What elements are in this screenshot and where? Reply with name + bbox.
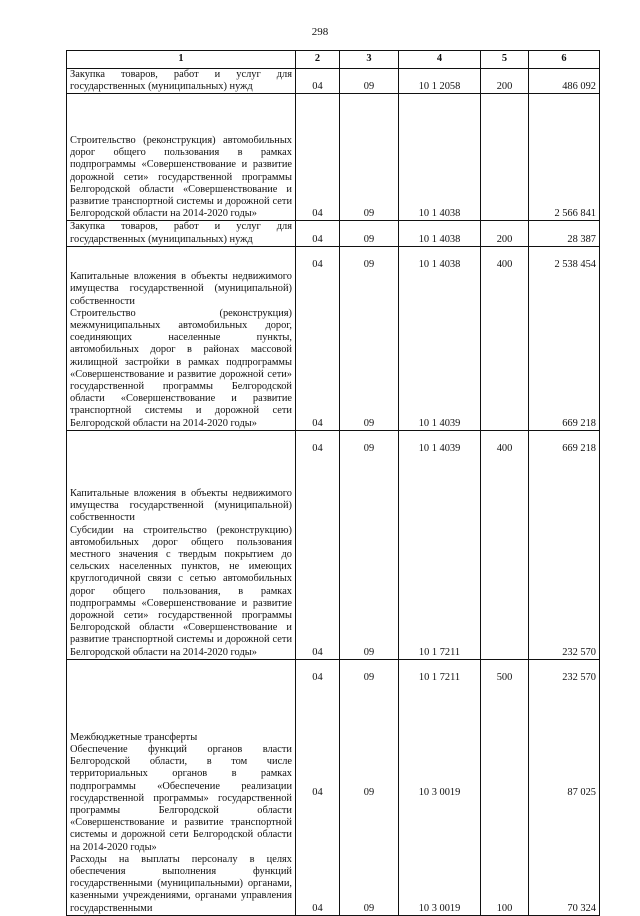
table-row — [67, 69, 600, 94]
subsection-value: 09 — [363, 646, 375, 658]
expense-type-value: 200 — [496, 81, 513, 93]
amount-value: 2 566 841 — [554, 208, 596, 220]
cell-amount — [529, 69, 600, 94]
expense-type-value: 500 — [496, 671, 513, 683]
target-article-value: 10 3 0019 — [418, 902, 461, 914]
expense-type-value: 400 — [496, 442, 513, 454]
cell-section — [296, 94, 340, 221]
cell-subsection — [340, 659, 399, 915]
cell-expense-type — [481, 659, 529, 915]
col-header-4: 4 — [399, 51, 481, 69]
target-article-value: 10 1 2058 — [418, 81, 461, 93]
cell-subsection — [340, 69, 399, 94]
section-value: 04 — [312, 233, 323, 245]
target-article-value: 10 1 4039 — [418, 417, 461, 429]
cell-amount — [529, 221, 600, 246]
section-value: 04 — [312, 671, 323, 683]
section-value: 04 — [312, 208, 323, 220]
row-description — [67, 221, 296, 246]
subsection-value: 09 — [363, 671, 375, 683]
expense-type-value: 400 — [496, 258, 513, 270]
subsection-value: 09 — [363, 442, 375, 454]
expense-type-value — [484, 787, 525, 799]
budget-table — [66, 50, 600, 916]
section-value: 04 — [312, 787, 323, 799]
table-row — [67, 246, 600, 430]
description-text: Субсидии на строительство (реконструкцию) автомобильных дорог общего пользования местного значения с твердым покрытием до сельских населенных пунктов, не имеющих круглогодичной связи с сетью автомобильных дорог общего пользования, в рамках подпрограммы «Совершенствование и развитие дорожной сети» государственной программы Белгородской области «Совершенствование и развитие транспортной системы и дорожной сети Белгородской области на 2014-2020 годы» — [70, 524, 292, 658]
row-description — [67, 430, 296, 659]
cell-section — [296, 659, 340, 915]
row-description — [67, 94, 296, 221]
description-text: Закупка товаров, работ и услуг для государственных (муниципальных) нужд — [70, 221, 292, 245]
section-value: 04 — [312, 81, 323, 93]
subsection-value: 09 — [363, 208, 375, 220]
subsection-value: 09 — [363, 787, 375, 799]
expense-type-value — [484, 418, 525, 430]
table-row — [67, 659, 600, 915]
amount-value: 232 570 — [562, 671, 596, 683]
cell-target-article — [399, 94, 481, 221]
description-text: Капитальные вложения в объекты недвижимого имущества государственной (муниципальной) собственности — [70, 487, 292, 524]
table-row — [67, 94, 600, 221]
amount-value: 486 092 — [562, 81, 596, 93]
col-header-1: 1 — [67, 51, 296, 69]
cell-subsection — [340, 221, 399, 246]
col-header-6: 6 — [529, 51, 600, 69]
cell-section — [296, 221, 340, 246]
subsection-value: 09 — [363, 233, 375, 245]
cell-subsection — [340, 246, 399, 430]
section-value: 04 — [312, 646, 323, 658]
amount-value: 87 025 — [567, 787, 596, 799]
expense-type-value — [484, 208, 525, 220]
cell-amount — [529, 246, 600, 430]
amount-value: 669 218 — [562, 442, 596, 454]
row-description — [67, 659, 296, 915]
section-value: 04 — [312, 902, 323, 914]
subsection-value: 09 — [363, 81, 375, 93]
header-row — [67, 51, 600, 69]
cell-target-article — [399, 430, 481, 659]
subsection-value: 09 — [363, 258, 375, 270]
target-article-value: 10 1 7211 — [418, 671, 461, 683]
amount-value: 669 218 — [562, 417, 596, 429]
amount-value: 70 324 — [567, 902, 596, 914]
subsection-value: 09 — [363, 902, 375, 914]
table-row — [67, 221, 600, 246]
description-text: Строительство (реконструкция) межмуниципальных автомобильных дорог, соединяющих населенные пункты, автомобильных дорог в районах массовой жилищной застройки в рамках подпрограммы «Совершенствование и развитие дорожной сети» государственной программы Белгородской области «Совершенствование и развитие транспортной системы и дорожной сети Белгородской области на 2014-2020 годы» — [70, 307, 292, 429]
expense-type-value — [484, 647, 525, 659]
description-text: Строительство (реконструкция) автомобильных дорог общего пользования в рамках подпрограммы «Совершенствование и развитие дорожной сети» государственной программы Белгородской области «Совершенствование и развитие транспортной системы и дорожной сети Белгородской области на 2014-2020 годы» — [70, 134, 292, 220]
col-header-2: 2 — [296, 51, 340, 69]
cell-amount — [529, 659, 600, 915]
cell-amount — [529, 94, 600, 221]
cell-section — [296, 430, 340, 659]
row-description — [67, 246, 296, 430]
row-description — [67, 69, 296, 94]
description-text: Расходы на выплаты персоналу в целях обеспечения выполнения функций государственными (муниципальными) органами, казенными учреждениями, органами управления государственными — [70, 853, 292, 914]
cell-expense-type — [481, 246, 529, 430]
cell-target-article — [399, 221, 481, 246]
cell-target-article — [399, 69, 481, 94]
cell-target-article — [399, 246, 481, 430]
cell-expense-type — [481, 94, 529, 221]
cell-expense-type — [481, 430, 529, 659]
target-article-value: 10 1 4038 — [418, 233, 461, 245]
description-text: Капитальные вложения в объекты недвижимого имущества государственной (муниципальной) собственности — [70, 271, 292, 307]
amount-value: 232 570 — [562, 646, 596, 658]
cell-expense-type — [481, 221, 529, 246]
cell-expense-type — [481, 69, 529, 94]
subsection-value: 09 — [363, 417, 375, 429]
target-article-value: 10 1 7211 — [418, 646, 461, 658]
col-header-3: 3 — [340, 51, 399, 69]
amount-value: 2 538 454 — [554, 258, 596, 270]
target-article-value: 10 3 0019 — [418, 787, 461, 799]
amount-value: 28 387 — [567, 233, 596, 245]
table-row — [67, 430, 600, 659]
description-text: Закупка товаров, работ и услуг для государственных (муниципальных) нужд — [70, 69, 292, 93]
cell-section — [296, 69, 340, 94]
target-article-value: 10 1 4039 — [418, 442, 461, 454]
target-article-value: 10 1 4038 — [418, 258, 461, 270]
cell-amount — [529, 430, 600, 659]
section-value: 04 — [312, 258, 323, 270]
cell-section — [296, 246, 340, 430]
page-number: 298 — [311, 26, 329, 38]
description-text: Межбюджетные трансферты — [70, 731, 198, 743]
expense-type-value: 200 — [496, 233, 513, 245]
cell-subsection — [340, 430, 399, 659]
description-text: Обеспечение функций органов власти Белгородской области, в том числе территориальных органов в рамках подпрограммы «Обеспечение реализации государственной программы» государственной программы Белгородской области «Совершенствование и развитие транспортной системы и дорожной сети Белгородской области на 2014-2020 годы» — [70, 743, 292, 853]
section-value: 04 — [312, 442, 323, 454]
expense-type-value: 100 — [496, 902, 513, 914]
col-header-5: 5 — [481, 51, 529, 69]
cell-target-article — [399, 659, 481, 915]
target-article-value: 10 1 4038 — [418, 208, 461, 220]
cell-subsection — [340, 94, 399, 221]
section-value: 04 — [312, 417, 323, 429]
